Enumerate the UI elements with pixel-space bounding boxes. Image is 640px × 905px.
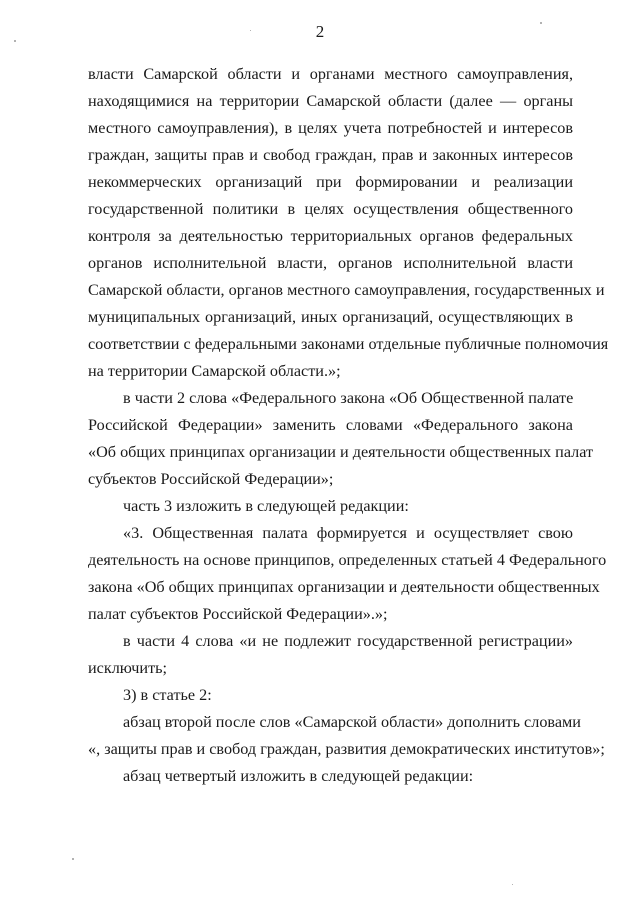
text-line: в части 2 слова «Федерального закона «Об Общественной палате	[123, 389, 574, 407]
text-line: исключить;	[88, 659, 168, 677]
text-line: абзац четвертый изложить в следующей редакции:	[123, 767, 474, 785]
text-line: Самарской области, органов местного самоуправления, государственных и	[88, 281, 605, 299]
text-line: контроля за деятельностью территориальных органов федеральных	[88, 227, 573, 245]
text-line: муниципальных организаций, иных организаций, осуществляющих в	[88, 308, 573, 326]
text-line: часть 3 изложить в следующей редакции:	[123, 497, 409, 515]
text-line: палат субъектов Российской Федерации».»;	[88, 605, 388, 623]
text-line: государственной политики в целях осуществления общественного	[88, 200, 573, 218]
text-line: местного самоуправления), в целях учета потребностей и интересов	[88, 119, 573, 137]
text-line: абзац второй после слов «Самарской области» дополнить словами	[123, 713, 581, 731]
text-line: в части 4 слова «и не подлежит государственной регистрации»	[123, 632, 573, 650]
text-line: «Об общих принципах организации и деятельности общественных палат	[88, 443, 594, 461]
scan-speck	[512, 884, 513, 885]
text-line: граждан, защиты прав и свобод граждан, прав и законных интересов	[88, 146, 573, 164]
text-line: власти Самарской области и органами местного самоуправления,	[88, 65, 573, 83]
text-line: 3) в статье 2:	[123, 686, 212, 704]
text-line: «, защиты прав и свобод граждан, развития демократических институтов»;	[88, 740, 605, 758]
text-line: субъектов Российской Федерации»;	[88, 470, 334, 488]
text-line: находящимися на территории Самарской области (далее — органы	[88, 92, 573, 110]
text-line: соответствии с федеральными законами отдельные публичные полномочия	[88, 335, 609, 353]
text-line: органов исполнительной власти, органов исполнительной власти	[88, 254, 573, 272]
text-line: некоммерческих организаций при формировании и реализации	[88, 173, 573, 191]
scan-speck	[250, 30, 251, 31]
scan-speck	[72, 858, 74, 860]
text-line: Российской Федерации» заменить словами «Федерального закона	[88, 416, 573, 434]
page-number: 2	[315, 22, 325, 41]
text-line: на территории Самарской области.»;	[88, 362, 341, 380]
text-line: закона «Об общих принципах организации и деятельности общественных	[88, 578, 600, 596]
text-line: деятельность на основе принципов, определенных статьей 4 Федерального	[88, 551, 607, 569]
scan-speck	[540, 22, 542, 24]
scan-speck	[14, 40, 16, 42]
text-line: «3. Общественная палата формируется и осуществляет свою	[123, 524, 573, 542]
